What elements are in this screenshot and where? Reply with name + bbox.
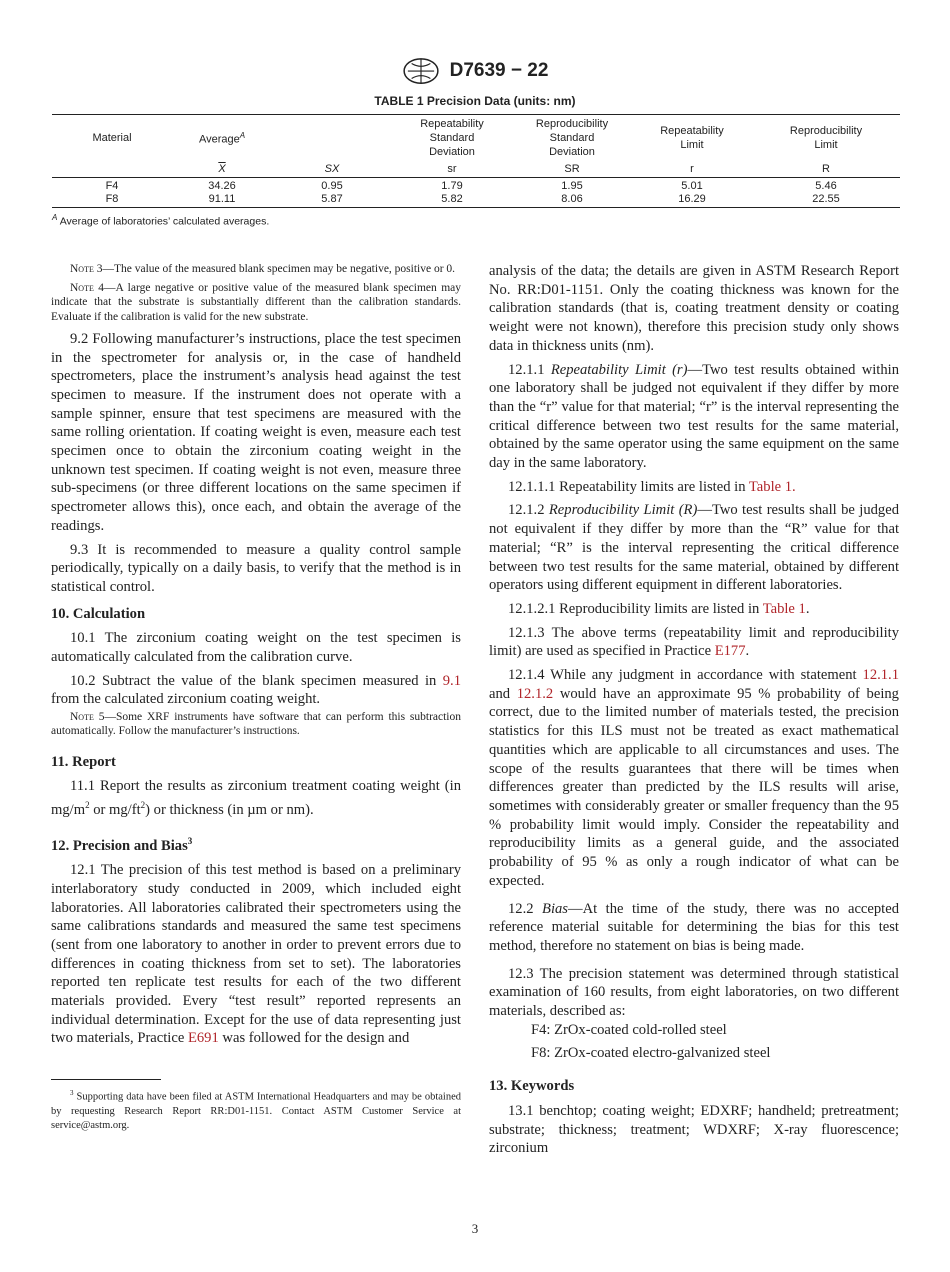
astm-logo-icon	[402, 56, 440, 86]
section-12-1-1-1: 12.1.1.1 Repeatability limits are listed in Table 1.	[508, 478, 796, 495]
section-12-1-2-1: 12.1.2.1 Reproducibility limits are listed in Table 1.	[508, 600, 810, 617]
link-9-1[interactable]: 9.1	[442, 672, 461, 689]
section-10-1: 10.1 The zirconium coating weight on the test specimen is automatically calculated from the calibration curve.	[51, 630, 461, 666]
table-cell: 22.55	[752, 193, 900, 208]
col-symbol-sr: sr	[392, 162, 512, 178]
precision-table	[52, 114, 900, 208]
page-header	[0, 56, 950, 86]
page-number: 3	[471, 1221, 479, 1236]
heading-report: 11. Report	[51, 753, 116, 770]
col-symbol-r: r	[632, 162, 752, 178]
table-row	[52, 193, 900, 208]
table-cell: 0.95	[321, 180, 343, 192]
section-12-1: 12.1 The precision of this test method is based on a preliminary interlaboratory study conducted in 2009, which included eight laboratories. All laboratories calibrated their spectrometers using the same calibrations standards and measured the same test specimens (sent from one laboratory to another in order to prevent errors due to differences in coating thickness from set to set). The laboratories reported ten replicate test results for each of the two different materials provided. Every “test result” reported represents an individual determination. Except for the use of data representing just two materials, Practice E691 was followed for the design and	[51, 862, 461, 1047]
table-cell: 34.26	[208, 180, 236, 192]
col-header-repeatability-sd: Repeatability Standard Deviation	[392, 115, 512, 163]
footnote-3: $^3$ Supporting data have been filed at ASTM International Headquarters and may be obtained by requesting Research Report RR:D01-1151. Contact ASTM Customer Service at service@astm.org.	[51, 1089, 461, 1131]
section-12-1-continued: analysis of the data; the details are given in ASTM Research Report No. RR:D01-1151. Only the coating thickness was known for the calibration standards (that is, coating treatment density or coating weight were not known), therefore this precision study only shows data in thickness units (nm).	[489, 263, 899, 354]
col-header-material: Material	[52, 115, 172, 163]
left-column	[51, 262, 461, 1138]
col-header-reproducibility-sd: Reproducibility Standard Deviation	[512, 115, 632, 163]
col-symbol-sx: SX	[272, 162, 392, 178]
table-cell: 91.11	[172, 193, 272, 208]
col-header-average: Average$^A$	[172, 115, 272, 163]
link-e177[interactable]: E177	[714, 643, 746, 660]
right-column	[489, 262, 899, 1163]
link-table-1[interactable]: Table 1.	[748, 478, 796, 495]
note-4: Note 4—A large negative or positive value of the measured blank specimen may indicate that the substrate is substantially different than the calibration standards. Evaluate if the calibration is valid for the new substrate.	[51, 282, 462, 323]
link-e691[interactable]: E691	[187, 1030, 219, 1047]
link-table-1[interactable]: Table 1	[762, 600, 806, 617]
table-cell: 16.29	[632, 193, 752, 208]
link-12-1-1[interactable]: 12.1.1	[862, 667, 899, 684]
section-12-1-4: 12.1.4 While any judgment in accordance with statement 12.1.1 and 12.1.2 would have an approximate 95 % probability of being correct, due to the limited number of materials tested, the precision statistics for this ILS must not be treated as exact mathematical quantities which are applicable to all circumstances and uses. The scope of the results guarantees that there will be times when differences greater than predicted by the ILS results will arise, sometimes with considerably greater or smaller frequency than the 95 % probability limit would imply. Consider the repeatability and reproducibility limits as a general guide, and the associated probability of 95 % as only a rough indicator of what can be expected.	[489, 667, 899, 889]
col-symbol-R: R	[752, 162, 900, 178]
link-12-1-2[interactable]: 12.1.2	[516, 685, 554, 702]
heading-precision-bias: 12. Precision and Bias$^3$	[51, 835, 193, 854]
heading-keywords: 13. Keywords	[489, 1078, 575, 1095]
table-title: TABLE 1 Precision Data (units: nm)	[374, 94, 576, 108]
col-header-reproducibility-limit: Reproducibility Limit	[752, 115, 900, 163]
col-symbol-SR: SR	[512, 162, 632, 178]
col-header-sx	[272, 115, 392, 163]
section-12-3: 12.3 The precision statement was determined through statistical examination of 160 results, from eight laboratories, on two different materials, described as:	[489, 965, 899, 1020]
col-symbol-average: $\overline{X}$	[172, 162, 272, 178]
footnote-rule	[51, 1079, 161, 1080]
material-f4: F4: ZrOx-coated cold-rolled steel	[531, 1021, 727, 1038]
col-symbol-material	[52, 162, 172, 178]
heading-calculation: 10. Calculation	[51, 605, 146, 622]
table-cell: 5.87	[272, 193, 392, 208]
note-3: Note 3—The value of the measured blank specimen may be negative, positive or 0.	[70, 263, 456, 275]
table-cell: F8	[52, 193, 172, 208]
table-footnote: $^A$ Average of laboratories’ calculated averages.	[52, 213, 270, 228]
section-9-3: 9.3 It is recommended to measure a quality control sample periodically, typically on a daily basis, to verify that the method is in statistical control.	[51, 541, 461, 595]
section-10-2: 10.2 Subtract the value of the blank specimen measured in 9.1 from the calculated zirconium coating weight.	[51, 672, 461, 708]
section-12-1-2: 12.1.2 Reproducibility Limit (R)—Two test results shall be judged not equivalent if they differ by more than the “R” value for that material; “R” is the interval representing the critical difference between two test results for the same material, obtained by different operators using different equipment in different laboratories.	[489, 502, 899, 594]
table-cell: 1.95	[561, 180, 583, 192]
table-cell: 5.01	[681, 180, 703, 192]
material-f8: F8: ZrOx-coated electro-galvanized steel	[531, 1045, 771, 1062]
table-cell: 5.82	[392, 193, 512, 208]
table-cell: F4	[105, 180, 119, 192]
table-row	[52, 178, 900, 194]
table-cell: 1.79	[441, 180, 463, 192]
section-9-2: 9.2 Following manufacturer’s instructions, place the test specimen in the spectrometer for analysis or, in the case of handheld spectrometers, place the instrument’s analysis head against the test specimen to measure. If the instrument does not operate with a sample spinner, ensure that test specimens are measured with the same rolling orientation. If coating weight is even, measure each test specimen once to obtain the zirconium coating weight in the unknown test specimen. If coating weight is not even, measure three sub-specimens (or three different locations on the same specimen if spectrometer allows this), once each, and obtain the average of the readings.	[51, 330, 461, 534]
table-cell: 8.06	[512, 193, 632, 208]
note-5: Note 5—Some XRF instruments have software that can perform this subtraction automatically. Follow the manufacturer’s instructions.	[51, 711, 461, 738]
section-12-1-3: 12.1.3 The above terms (repeatability limit and reproducibility limit) are used as specified in Practice E177.	[489, 624, 899, 660]
section-13-1: 13.1 benchtop; coating weight; EDXRF; handheld; pretreatment; substrate; thickness; treatment; WDXRF; X-ray fluorescence; zirconium	[489, 1102, 899, 1157]
table-cell: 5.46	[815, 180, 837, 192]
document-id: D7639 − 22	[449, 60, 549, 81]
section-12-2: 12.2 Bias—At the time of the study, there was no accepted reference material suitable for determining the bias for this test method, therefore no statement on bias is being made.	[489, 900, 900, 954]
col-header-repeatability-limit: Repeatability Limit	[632, 115, 752, 163]
section-12-1-1: 12.1.1 Repeatability Limit (r)—Two test results obtained within one laboratory shall be judged not equivalent if they differ by more than the “r” value for that material; “r” is the interval representing the critical difference between two test results for the same material, obtained by the same operator using the same equipment on the same day in the same laboratory.	[489, 361, 899, 472]
section-11-1: 11.1 Report the results as zirconium treatment coating weight (in $mg/m^2$ or $mg/ft^2$) or thickness (in µm or nm).	[51, 778, 461, 818]
